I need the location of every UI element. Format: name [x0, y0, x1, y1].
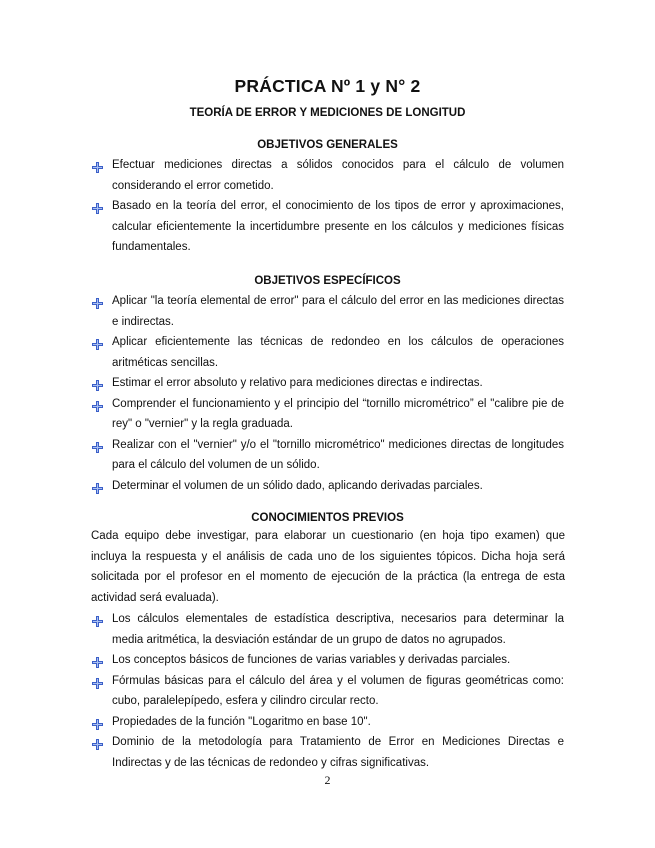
list-item	[0, 291, 564, 332]
list-item	[0, 332, 564, 373]
list-item	[0, 196, 564, 258]
blue-cross-bullet-icon	[92, 296, 103, 307]
blue-cross-bullet-icon	[92, 337, 103, 348]
list-item	[0, 609, 564, 650]
list-item-text: Fórmulas básicas para el cálculo del área y el volumen de figuras geométricas como: cubo, paralelepípedo, esfera y cilindro circular recto.	[112, 674, 564, 707]
list-item	[0, 155, 564, 196]
list-item-text: Propiedades de la función "Logaritmo en base 10".	[112, 715, 371, 728]
list-item-text: Comprender el funcionamiento y el principio del “tornillo micrométrico” el "calibre pie de rey" o "vernier" y la regla graduada.	[112, 397, 564, 430]
conocimientos-previos-paragraph: Cada equipo debe investigar, para elaborar un cuestionario (en hoja tipo examen) que incluya la respuesta y el análisis de cada uno de los siguientes tópicos. Dicha hoja será solicitada por el profesor en el momento de ejecución de la práctica (la entrega de esta actividad será evaluada).	[91, 530, 565, 604]
list-item	[0, 712, 564, 733]
list-item-text: Efectuar mediciones directas a sólidos conocidos para el cálculo de volumen considerando el error cometido.	[112, 159, 564, 192]
page-number: 2	[324, 773, 331, 787]
list-item-text: Aplicar "la teoría elemental de error" para el cálculo del error en las mediciones directas e indirectas.	[112, 295, 564, 328]
list-item-text: Los conceptos básicos de funciones de varias variables y derivadas parciales.	[112, 654, 511, 666]
list-item	[0, 650, 564, 671]
section-heading-objetivos-generales: OBJETIVOS GENERALES	[257, 139, 398, 151]
conocimientos-previos-list	[0, 609, 655, 773]
blue-cross-bullet-icon	[92, 440, 103, 451]
page-subtitle: TEORÍA DE ERROR Y MEDICIONES DE LONGITUD	[189, 107, 466, 119]
list-item-text: Dominio de la metodología para Tratamiento de Error en Mediciones Directas e Indirectas y de las técnicas de redondeo y cifras significativas.	[112, 736, 564, 769]
list-item	[0, 394, 564, 435]
objetivos-especificos-list	[0, 291, 655, 496]
objetivos-generales-list	[0, 155, 655, 258]
list-item-text: Determinar el volumen de un sólido dado, aplicando derivadas parciales.	[112, 479, 483, 492]
blue-cross-bullet-icon	[92, 201, 103, 212]
list-item-text: Estimar el error absoluto y relativo para mediciones directas e indirectas.	[112, 377, 483, 389]
blue-cross-bullet-icon	[92, 399, 103, 410]
list-item-text: Basado en la teoría del error, el conocimiento de los tipos de error y aproximaciones, calcular eficientemente la incertidumbre presente en los cálculos y mediciones físicas fundamentales.	[112, 200, 564, 253]
list-item	[0, 435, 564, 476]
list-item	[0, 373, 564, 394]
blue-cross-bullet-icon	[92, 378, 103, 389]
blue-cross-bullet-icon	[92, 655, 103, 666]
blue-cross-bullet-icon	[92, 676, 103, 687]
blue-cross-bullet-icon	[92, 737, 103, 748]
page-title: PRÁCTICA Nº 1 y N° 2	[234, 76, 421, 96]
list-item-text: Realizar con el "vernier" y/o el "tornillo micrométrico" mediciones directas de longitudes para el cálculo del volumen de un sólido.	[112, 438, 564, 471]
list-item-text: Los cálculos elementales de estadística descriptiva, necesarios para determinar la media aritmética, la desviación estándar de un grupo de datos no agrupados.	[112, 613, 564, 646]
section-heading-objetivos-especificos: OBJETIVOS ESPECÍFICOS	[254, 275, 401, 287]
blue-cross-bullet-icon	[92, 481, 103, 492]
list-item-text: Aplicar eficientemente las técnicas de redondeo en los cálculos de operaciones aritméticas sencillas.	[112, 336, 564, 369]
blue-cross-bullet-icon	[92, 614, 103, 625]
blue-cross-bullet-icon	[92, 160, 103, 171]
list-item	[0, 476, 564, 497]
section-heading-conocimientos-previos: CONOCIMIENTOS PREVIOS	[251, 512, 404, 524]
list-item	[0, 732, 564, 773]
blue-cross-bullet-icon	[92, 717, 103, 728]
list-item	[0, 671, 564, 712]
